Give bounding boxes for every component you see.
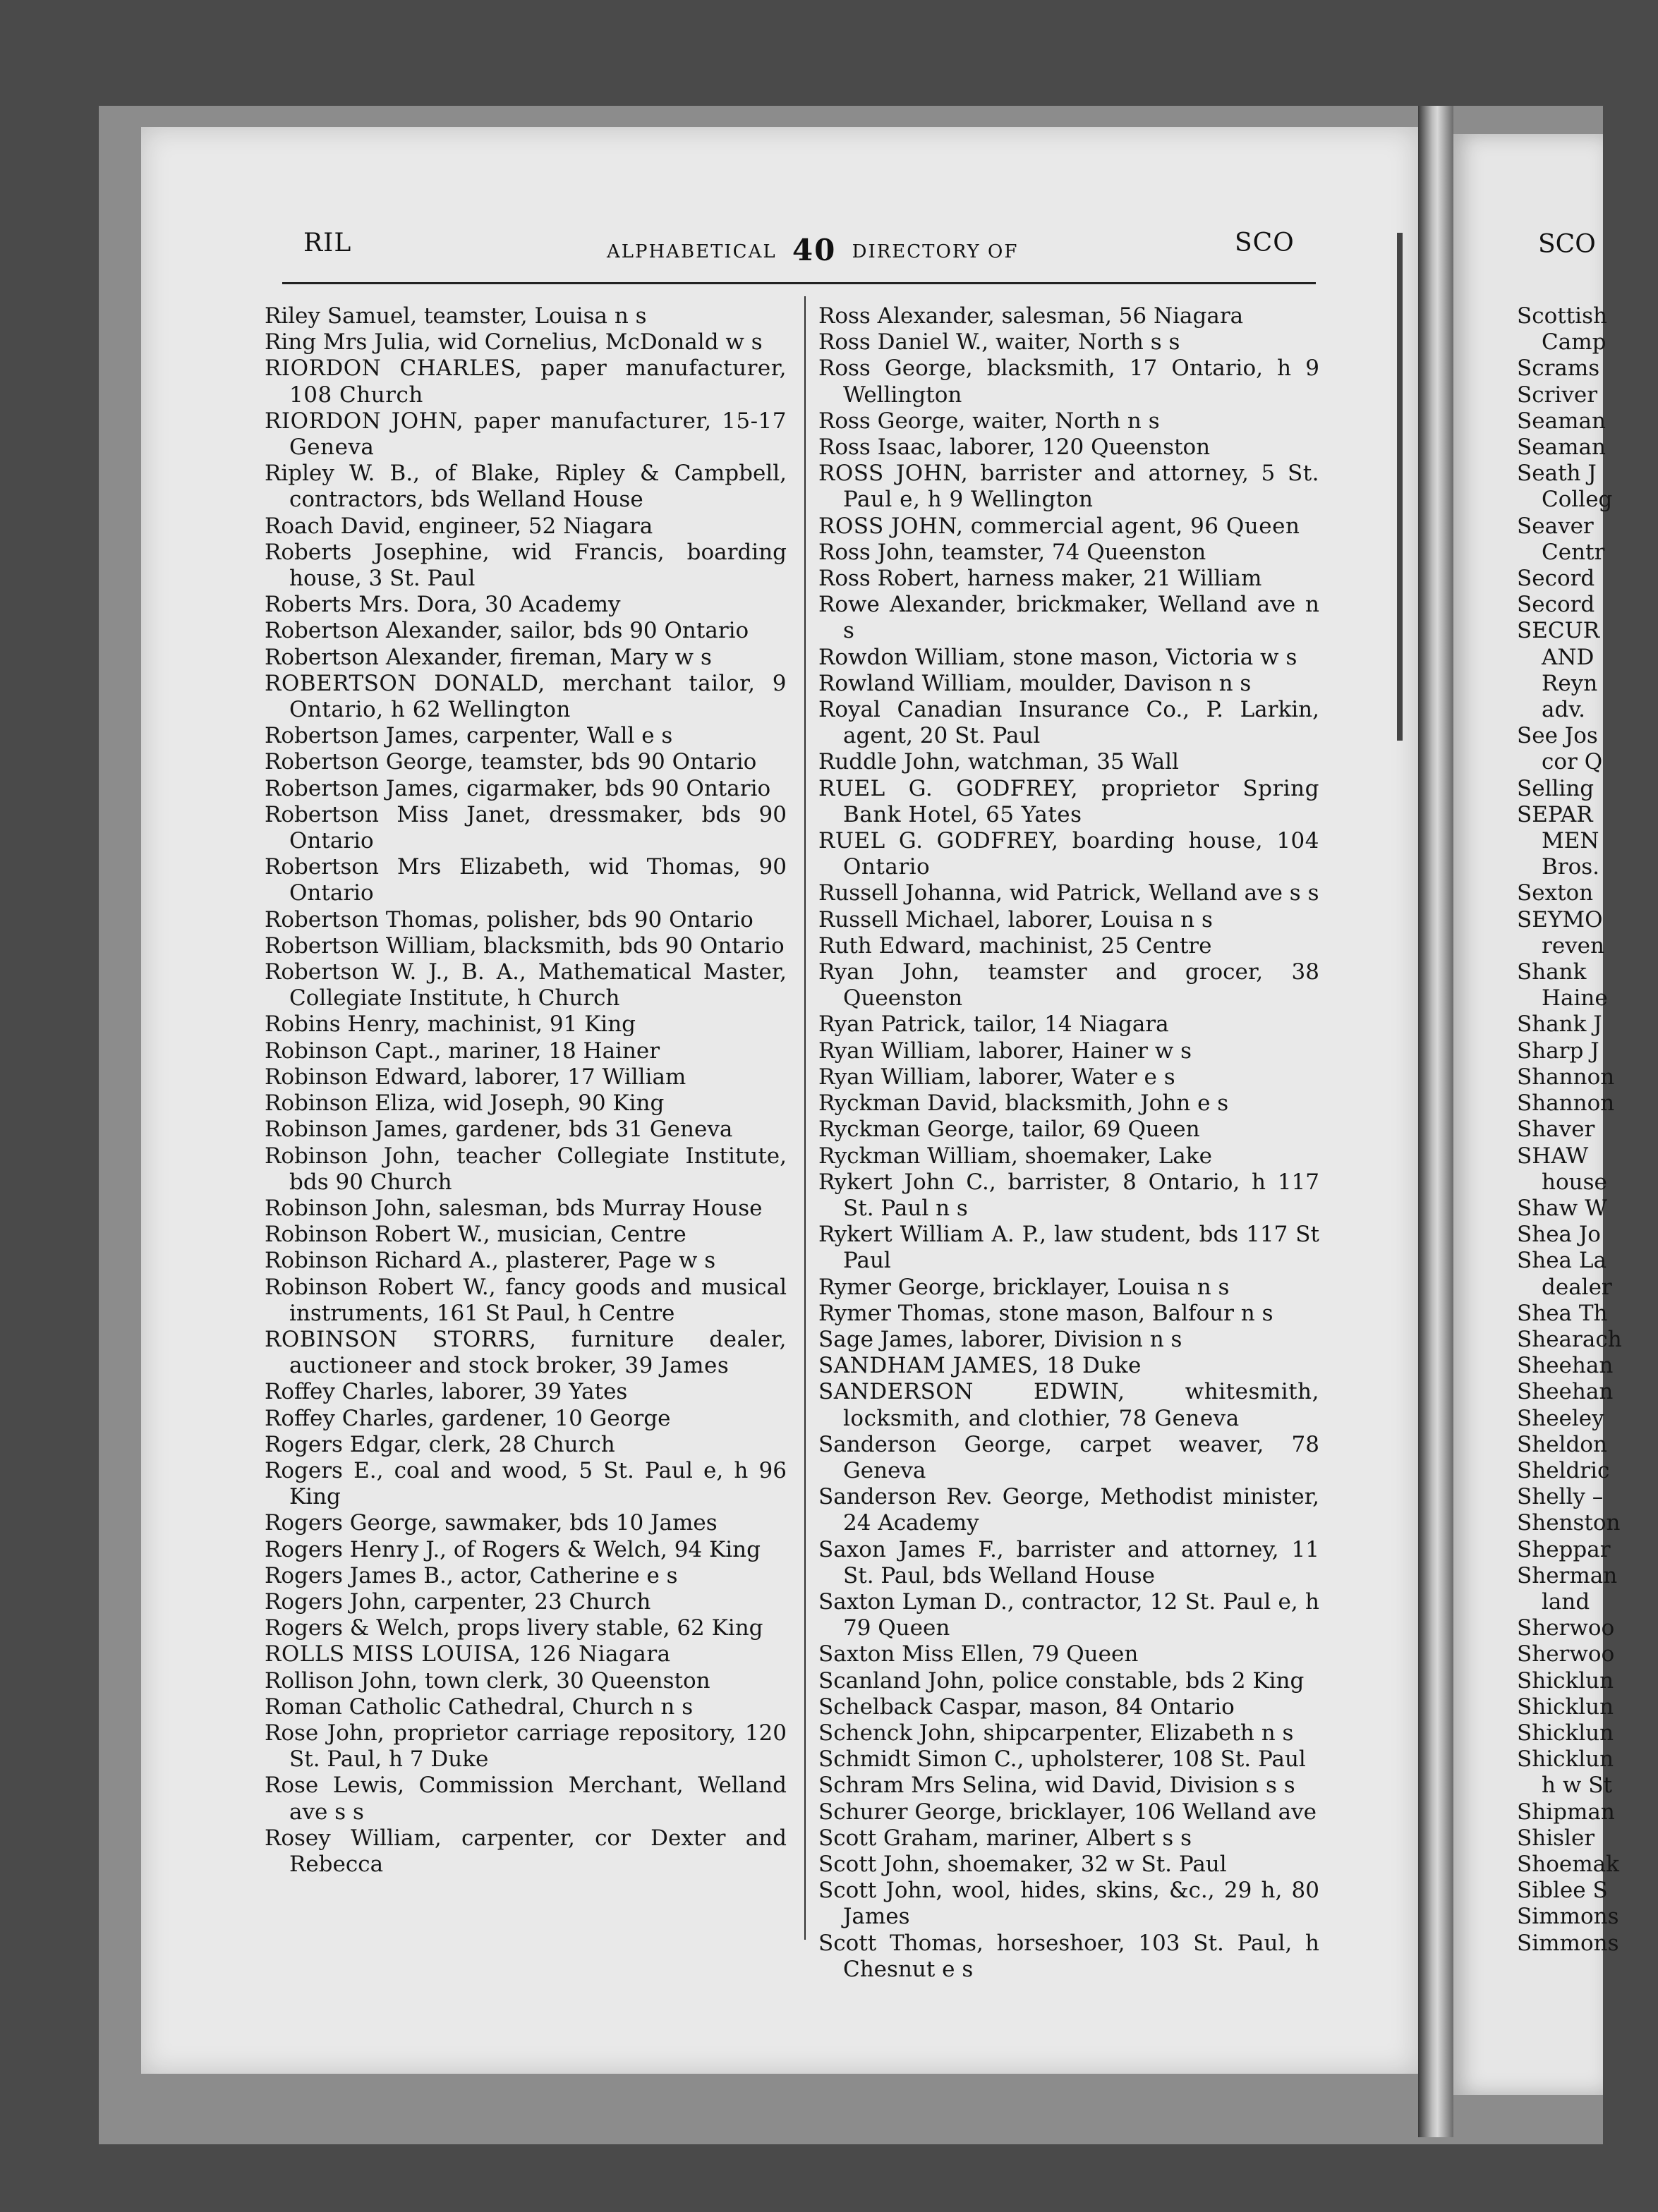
facing-page-line: Shicklun <box>1517 1746 1614 1773</box>
facing-page-line: Sheldric <box>1517 1457 1610 1483</box>
directory-entry: Ryan John, teamster and grocer, 38 Queenston <box>818 959 1319 1011</box>
facing-page-line: dealer <box>1542 1274 1612 1300</box>
directory-entry: Robertson Alexander, sailor, bds 90 Ontario <box>265 618 749 644</box>
directory-entry: RUEL G. GODFREY, proprietor Spring Bank Hotel, 65 Yates <box>818 775 1319 827</box>
facing-page-line: Siblee S <box>1517 1878 1608 1904</box>
directory-entry: Rowdon William, stone mason, Victoria w s <box>818 644 1297 670</box>
directory-entry: Rykert William A. P., law student, bds 117 St Paul <box>818 1222 1319 1274</box>
directory-entry: Scott Graham, mariner, Albert s s <box>818 1825 1192 1851</box>
directory-entry: Ross George, waiter, North n s <box>818 408 1160 434</box>
directory-entry: Rowe Alexander, brickmaker, Welland ave n s <box>818 592 1319 644</box>
directory-entry: Ryckman David, blacksmith, John e s <box>818 1090 1229 1117</box>
facing-page-line: Sexton <box>1517 880 1594 906</box>
directory-entry: Robertson Thomas, polisher, bds 90 Ontario <box>265 906 754 932</box>
directory-entry: RIORDON CHARLES, paper manufacturer, 108 Church <box>265 356 787 408</box>
directory-entry: Sanderson Rev. George, Methodist minister, 24 Academy <box>818 1484 1319 1536</box>
facing-page-line: Colleg <box>1542 487 1613 513</box>
directory-entry: Rogers E., coal and wood, 5 St. Paul e, h 96 King <box>265 1457 787 1510</box>
facing-page-line: Scottish <box>1517 303 1607 329</box>
facing-page-line: Haine <box>1542 985 1608 1011</box>
directory-entry: Rogers Edgar, clerk, 28 Church <box>265 1431 615 1457</box>
directory-entry: Ryckman William, shoemaker, Lake <box>818 1143 1212 1169</box>
directory-entry: Saxton Miss Ellen, 79 Queen <box>818 1641 1139 1667</box>
directory-entry: Ross John, teamster, 74 Queenston <box>818 539 1206 565</box>
directory-entry: ROBERTSON DONALD, merchant tailor, 9 Ontario, h 62 Wellington <box>265 670 787 723</box>
facing-page-line: Seath J <box>1517 461 1597 487</box>
directory-entry: Russell Michael, laborer, Louisa n s <box>818 906 1213 932</box>
facing-page-line: land <box>1542 1588 1590 1615</box>
directory-entry: Robins Henry, machinist, 91 King <box>265 1011 636 1038</box>
facing-page-line: SHAW <box>1517 1143 1589 1169</box>
facing-page-line: Reyn <box>1542 670 1598 696</box>
facing-page-line: Seaman <box>1517 408 1606 434</box>
directory-entry: Rymer Thomas, stone mason, Balfour n s <box>818 1300 1273 1326</box>
facing-page-column <box>1517 303 1658 1957</box>
directory-entry: Sanderson George, carpet weaver, 78 Geneva <box>818 1431 1319 1483</box>
directory-entry: Ryan William, laborer, Hainer w s <box>818 1038 1192 1064</box>
facing-page-line: Shicklun <box>1517 1694 1614 1720</box>
directory-entry: Rollison John, town clerk, 30 Queenston <box>265 1667 710 1694</box>
facing-page-line: SECUR <box>1517 618 1600 644</box>
directory-entry: Robinson Capt., mariner, 18 Hainer <box>265 1038 660 1064</box>
directory-entry: SANDERSON EDWIN, whitesmith, locksmith, and clothier, 78 Geneva <box>818 1379 1319 1431</box>
facing-page-line: Shisler <box>1517 1825 1595 1851</box>
facing-page-line: reven <box>1542 932 1604 959</box>
facing-page-line: MEN <box>1542 828 1599 854</box>
facing-page-line: Sheehan <box>1517 1353 1614 1379</box>
directory-entry: Rogers George, sawmaker, bds 10 James <box>265 1510 718 1536</box>
header-right-guide-word: SCO <box>1235 229 1295 257</box>
directory-entry: Ross Alexander, salesman, 56 Niagara <box>818 303 1244 329</box>
directory-entry: RUEL G. GODFREY, boarding house, 104 Ontario <box>818 828 1319 880</box>
facing-page-line: Shicklun <box>1517 1667 1614 1694</box>
directory-entry: Schram Mrs Selina, wid David, Division s s <box>818 1773 1295 1799</box>
directory-entry: Ripley W. B., of Blake, Ripley & Campbell, contractors, bds Welland House <box>265 461 787 513</box>
facing-page-line: Secord <box>1517 592 1595 618</box>
directory-entry: Rogers & Welch, props livery stable, 62 King <box>265 1615 763 1641</box>
directory-entry: Ross Isaac, laborer, 120 Queenston <box>818 435 1211 461</box>
facing-page-line: Simmons <box>1517 1930 1619 1956</box>
header-title-left: ALPHABETICAL <box>607 241 777 262</box>
directory-entry: Rowland William, moulder, Davison n s <box>818 670 1252 696</box>
directory-entry: Ryan Patrick, tailor, 14 Niagara <box>818 1011 1169 1038</box>
directory-entry: Robinson Richard A., plasterer, Page w s <box>265 1248 716 1274</box>
facing-page-line: Simmons <box>1517 1904 1619 1930</box>
directory-entry: Saxon James F., barrister and attorney, 11 St. Paul, bds Welland House <box>818 1536 1319 1588</box>
directory-entry: Robertson Miss Janet, dressmaker, bds 90 Ontario <box>265 801 787 854</box>
directory-entry: Schenck John, shipcarpenter, Elizabeth n s <box>818 1720 1294 1746</box>
directory-entry: Ross Daniel W., waiter, North s s <box>818 329 1180 356</box>
directory-entry: Scott John, shoemaker, 32 w St. Paul <box>818 1851 1227 1877</box>
directory-entry: Rose John, proprietor carriage repository, 120 St. Paul, h 7 Duke <box>265 1720 787 1773</box>
directory-entry: Robinson John, salesman, bds Murray House <box>265 1195 763 1221</box>
directory-entry: SANDHAM JAMES, 18 Duke <box>818 1353 1142 1379</box>
facing-page-line: Sheeley <box>1517 1405 1604 1431</box>
directory-entry: Schelback Caspar, mason, 84 Ontario <box>818 1694 1235 1720</box>
directory-entry: Robertson W. J., B. A., Mathematical Master, Collegiate Institute, h Church <box>265 959 787 1011</box>
facing-page-line: Shoemak <box>1517 1851 1619 1877</box>
directory-entry: Scott John, wool, hides, skins, &c., 29 h, 80 James <box>818 1878 1319 1930</box>
directory-entry: Ross George, blacksmith, 17 Ontario, h 9 Wellington <box>818 356 1319 408</box>
directory-entry: Robertson Alexander, fireman, Mary w s <box>265 644 712 670</box>
header-rule <box>282 282 1316 284</box>
facing-page-line: Shea La <box>1517 1248 1606 1274</box>
directory-entry: Scott Thomas, horseshoer, 103 St. Paul, h Chesnut e s <box>818 1930 1319 1982</box>
directory-entry: Robertson William, blacksmith, bds 90 Ontario <box>265 932 785 959</box>
directory-entry: Robinson James, gardener, bds 31 Geneva <box>265 1117 733 1143</box>
facing-page-line: Sharp J <box>1517 1038 1599 1064</box>
directory-entry: Roffey Charles, laborer, 39 Yates <box>265 1379 628 1405</box>
directory-entry: Robertson James, cigarmaker, bds 90 Ontario <box>265 775 771 801</box>
facing-page-line: h w St <box>1542 1773 1612 1799</box>
right-column <box>818 303 1319 1983</box>
facing-page-line: Shenston <box>1517 1510 1621 1536</box>
facing-page-line: Scrams <box>1517 356 1600 382</box>
facing-page-line: Sherman <box>1517 1562 1618 1588</box>
directory-entry: Scanland John, police constable, bds 2 King <box>818 1667 1305 1694</box>
facing-page-line: Sherwoo <box>1517 1615 1615 1641</box>
directory-entry: Roberts Mrs. Dora, 30 Academy <box>265 592 621 618</box>
directory-entry: Saxton Lyman D., contractor, 12 St. Paul e, h 79 Queen <box>818 1588 1319 1641</box>
directory-entry: Robinson Edward, laborer, 17 William <box>265 1064 686 1090</box>
facing-page-line: adv. <box>1542 697 1586 723</box>
directory-entry: ROSS JOHN, barrister and attorney, 5 St. Paul e, h 9 Wellington <box>818 461 1319 513</box>
page-number: 40 <box>792 233 837 267</box>
directory-entry: Rogers Henry J., of Rogers & Welch, 94 King <box>265 1536 761 1562</box>
directory-entry: ROLLS MISS LOUISA, 126 Niagara <box>265 1641 671 1667</box>
directory-entry: Ryan William, laborer, Water e s <box>818 1064 1175 1090</box>
directory-entry: Schmidt Simon C., upholsterer, 108 St. Paul <box>818 1746 1306 1773</box>
facing-page-line: Shicklun <box>1517 1720 1614 1746</box>
directory-entry: Rogers James B., actor, Catherine e s <box>265 1562 678 1588</box>
header-left-guide-word: RIL <box>303 229 352 257</box>
directory-entry: ROBINSON STORRS, furniture dealer, auctioneer and stock broker, 39 James <box>265 1326 787 1379</box>
facing-page-line: Shaw W <box>1517 1195 1607 1221</box>
directory-entry: Roach David, engineer, 52 Niagara <box>265 513 653 539</box>
directory-entry: Robertson George, teamster, bds 90 Ontario <box>265 749 757 775</box>
facing-page-line: Sherwoo <box>1517 1641 1615 1667</box>
facing-page-line: Sheppar <box>1517 1536 1611 1562</box>
directory-entry: Ross Robert, harness maker, 21 William <box>818 566 1262 592</box>
binding-thread <box>1397 233 1403 741</box>
directory-entry: Russell Johanna, wid Patrick, Welland ave s s <box>818 880 1319 906</box>
directory-entry: Ruth Edward, machinist, 25 Centre <box>818 932 1212 959</box>
directory-entry: Robinson Eliza, wid Joseph, 90 King <box>265 1090 665 1117</box>
directory-entry: Robertson James, carpenter, Wall e s <box>265 723 673 749</box>
facing-page-line: Shea Th <box>1517 1300 1608 1326</box>
facing-page-line: Seaman <box>1517 435 1606 461</box>
directory-entry: Roman Catholic Cathedral, Church n s <box>265 1694 694 1720</box>
facing-page-line: SEPAR <box>1517 801 1593 827</box>
facing-page-line: SEYMO <box>1517 906 1603 932</box>
book-binding <box>1418 106 1453 2137</box>
facing-page-line: See Jos <box>1517 723 1598 749</box>
facing-page-line: Sheehan <box>1517 1379 1614 1405</box>
facing-page-line: Scriver <box>1517 382 1598 408</box>
facing-page-line: Camp <box>1542 329 1606 356</box>
directory-entry: Rymer George, bricklayer, Louisa n s <box>818 1274 1230 1300</box>
directory-entry: Schurer George, bricklayer, 106 Welland ave <box>818 1799 1317 1825</box>
directory-entry: Sage James, laborer, Division n s <box>818 1326 1182 1352</box>
facing-page-line: Bros. <box>1542 854 1600 880</box>
directory-entry: RIORDON JOHN, paper manufacturer, 15-17 Geneva <box>265 408 787 461</box>
directory-entry: Royal Canadian Insurance Co., P. Larkin, agent, 20 St. Paul <box>818 697 1319 749</box>
facing-page-line: cor Q <box>1542 749 1603 775</box>
facing-page-line: Shannon <box>1517 1090 1615 1117</box>
facing-page-line: Sheldon <box>1517 1431 1607 1457</box>
facing-page-line: Shearach <box>1517 1326 1622 1352</box>
facing-page-line: AND <box>1542 644 1595 670</box>
facing-page-line: Shank <box>1517 959 1587 985</box>
directory-entry: Roberts Josephine, wid Francis, boarding house, 3 St. Paul <box>265 539 787 592</box>
directory-entry: Robinson Robert W., musician, Centre <box>265 1222 686 1248</box>
facing-page-line: Shelly – <box>1517 1484 1604 1510</box>
column-divider <box>804 296 806 1940</box>
facing-page-line: Shaver <box>1517 1117 1595 1143</box>
directory-entry: Ruddle John, watchman, 35 Wall <box>818 749 1179 775</box>
facing-page-line: Secord <box>1517 566 1595 592</box>
facing-page-header: SCO <box>1538 230 1596 259</box>
header-title-right: DIRECTORY OF <box>852 241 1019 262</box>
directory-entry: Robertson Mrs Elizabeth, wid Thomas, 90 Ontario <box>265 854 787 906</box>
directory-entry: Rosey William, carpenter, cor Dexter and Rebecca <box>265 1825 787 1877</box>
directory-entry: Rogers John, carpenter, 23 Church <box>265 1588 651 1615</box>
directory-entry: ROSS JOHN, commercial agent, 96 Queen <box>818 513 1300 539</box>
directory-entry: Robinson John, teacher Collegiate Institute, bds 90 Church <box>265 1143 787 1195</box>
page-header <box>303 224 1319 267</box>
directory-entry: Rykert John C., barrister, 8 Ontario, h 117 St. Paul n s <box>818 1169 1319 1221</box>
directory-entry: Roffey Charles, gardener, 10 George <box>265 1405 671 1431</box>
facing-page-line: Shank J <box>1517 1011 1602 1038</box>
directory-entry: Rose Lewis, Commission Merchant, Welland ave s s <box>265 1773 787 1825</box>
facing-page-line: house <box>1542 1169 1607 1195</box>
facing-page-line: Seaver <box>1517 513 1594 539</box>
directory-entry: Robinson Robert W., fancy goods and musical instruments, 161 St Paul, h Centre <box>265 1274 787 1326</box>
facing-page-line: Shea Jo <box>1517 1222 1601 1248</box>
facing-page-line: Shannon <box>1517 1064 1615 1090</box>
directory-entry: Ring Mrs Julia, wid Cornelius, McDonald w s <box>265 329 763 356</box>
facing-page-line: Shipman <box>1517 1799 1615 1825</box>
facing-page-line: Centr <box>1542 539 1605 565</box>
directory-entry: Riley Samuel, teamster, Louisa n s <box>265 303 647 329</box>
facing-page-line: Selling <box>1517 775 1595 801</box>
left-column <box>265 303 787 1878</box>
directory-entry: Ryckman George, tailor, 69 Queen <box>818 1117 1200 1143</box>
header-title <box>607 230 1018 265</box>
